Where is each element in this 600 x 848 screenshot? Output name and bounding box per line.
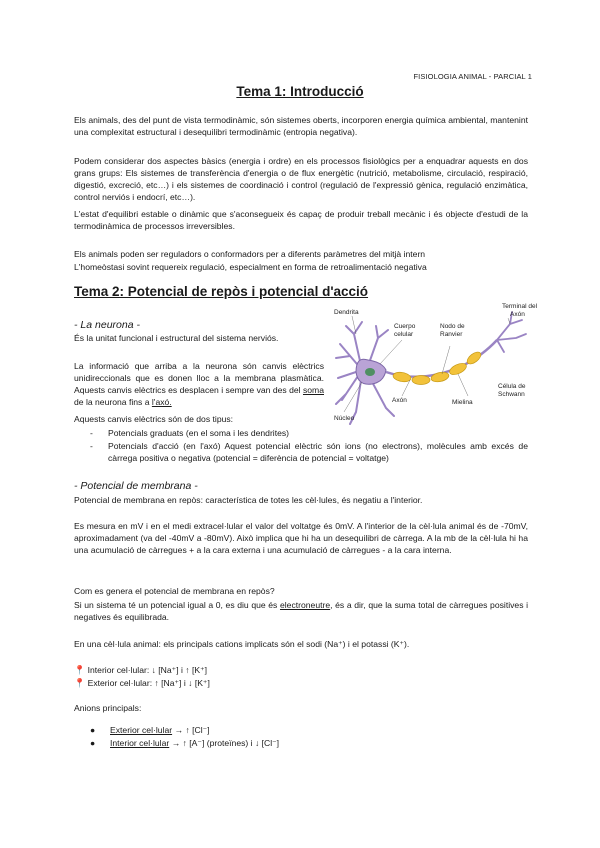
anion-label: Exterior cel·lular [110, 725, 173, 735]
anion-rest: → ↑ [A⁻] (proteïnes) i ↓ [Cl⁻] [169, 738, 280, 748]
interior-line [74, 665, 207, 676]
label-nodo-1: Nodo de [440, 323, 465, 330]
nucleus [365, 368, 375, 376]
axon-terminal [497, 312, 526, 352]
interior-text: Interior cel·lular: ↓ [Na⁺] i ↑ [K⁺] [87, 665, 207, 675]
dash-bullet: - [90, 428, 93, 438]
answer-electroneutre: electroneutre [279, 600, 331, 610]
label-celula-1: Célula de [498, 383, 526, 390]
neurona-heading: - La neurona - [74, 319, 140, 331]
tema1-paragraph-1: Els animals, des del punt de vista termodinàmic, són sistemes oberts, incorporen energia química ambiental, mantenint una complexitat estructural i desequilibri termodinàmic (entropia negativa). [74, 115, 528, 138]
tema1-paragraph-4b: L'homeòstasi sovint requereix regulació, especialment en forma de retroalimentació negativa [74, 262, 427, 272]
tema1-title: Tema 1: Introducció [236, 84, 364, 99]
cations-line: En una cèl·lula animal: els principals cations implicats són el sodi (Na⁺) i el potassi (K⁺). [74, 639, 410, 649]
dash-bullet: - [90, 441, 93, 451]
answer-paragraph [74, 599, 528, 623]
axon [386, 340, 497, 377]
label-terminal-1: Terminal del [502, 303, 538, 310]
tema1-paragraph-2: Podem considerar dos aspectes bàsics (energia i ordre) en els processos fisiològics per a enquadrar aquests en dos grans grups: Els sistemes de transferència d'energia o de flux energètic (nutrició, metabolisme, circulació, respiració, digestió, excreció, etc…) i els sistemes de coordinació i control (regulació de l'expressió gènica, regulació enzimàtica, control nerviós i endocrí, etc…). [74, 156, 528, 203]
bullet-dot: ● [90, 738, 96, 748]
label-nucleo: Núcleo [334, 415, 355, 422]
tema1-paragraph-3: L'estat d'equilibri estable o dinàmic que s'aconsegueix és capaç de produir treball mecànic i és objecte d'estudi de la termodinàmica de processos irreversibles. [74, 209, 528, 232]
label-dendrita: Dendrita [334, 309, 359, 316]
anions-title: Anions principals: [74, 703, 142, 713]
info-text: La informació que arriba a la neurona són canvis elèctrics unidireccionals que es donen lloc a la membrana plasmàtica. Aquests canvis elèctrics es desplacen i sempre van des del [74, 361, 324, 396]
answer-text-b: , és a dir, que la suma total de càrregues positives i negatives és equilibrada. [74, 600, 529, 623]
tipus-item: Potencials graduats (en el soma i les dendrites) [108, 428, 290, 438]
anion-rest: → ↑ [Cl⁻] [172, 725, 210, 735]
anion-label: Interior cel·lular [110, 738, 170, 748]
tema1-paragraph-4a: Els animals poden ser reguladors o conformadors per a diferents paràmetres del mitjà intern [74, 249, 426, 259]
neurona-info-paragraph [74, 360, 324, 408]
label-cuerpo: Cuerpo [394, 323, 416, 330]
tema2-title: Tema 2: Potencial de repòs i potencial d'acció [74, 284, 369, 299]
info-mid: de la neurona fins a [74, 397, 150, 408]
membrana-heading: - Potencial de membrana - [74, 480, 198, 492]
exterior-text: Exterior cel·lular: ↑ [Na⁺] i ↓ [K⁺] [87, 678, 210, 688]
label-terminal-2: Axón [510, 311, 525, 318]
page-header: FISIOLOGIA ANIMAL - PARCIAL 1 [413, 72, 532, 81]
mesura-paragraph: Es mesura en mV i en el medi extracel·lular el valor del voltatge és 0mV. A l'interior de la cèl·lula animal és de -70mV, aproximadament (va del -40mV a -80mV). Això implica que hi ha un desequilibri de càrrega. A la mb de la cèl·lula hi ha una acumulació de càrregues + a la cara externa i una acumulació de càrregues - a la cara interna. [74, 521, 528, 556]
bullet-dot: ● [90, 725, 96, 735]
info-soma: soma [302, 385, 324, 396]
label-mielina: Mielina [452, 399, 473, 406]
tipus-item: Potencials d'acció (en l'axó) Aquest potencial elèctric són ions (no electrons), molècules amb excés de càrrega positiva o negativa (potencial = diferència de potencial = voltatge) [108, 441, 528, 464]
membrana-definition: Potencial de membrana en repòs: característica de totes les cèl·lules, és negatiu a l'interior. [74, 495, 423, 505]
label-nodo-2: Ranvier [440, 331, 463, 338]
pin-icon: 📍 [74, 678, 86, 688]
neurona-definition: És la unitat funcional i estructural del sistema nerviós. [74, 333, 279, 343]
exterior-line [74, 678, 210, 689]
anion-item [110, 724, 210, 736]
label-celular: celular [394, 331, 414, 338]
pin-icon: 📍 [74, 665, 86, 675]
info-axo: l'axó. [151, 397, 172, 408]
neuron-diagram [332, 303, 538, 434]
label-celula-2: Schwann [498, 391, 525, 398]
answer-text-a: Si un sistema té un potencial igual a 0, es diu que és [74, 600, 278, 610]
anion-item [110, 737, 279, 749]
tipus-intro: Aquests canvis elèctrics són de dos tipus: [74, 414, 234, 424]
question: Com es genera el potencial de membrana en repòs? [74, 586, 275, 596]
label-axon: Axón [392, 397, 407, 404]
myelin-sheath [392, 350, 483, 385]
